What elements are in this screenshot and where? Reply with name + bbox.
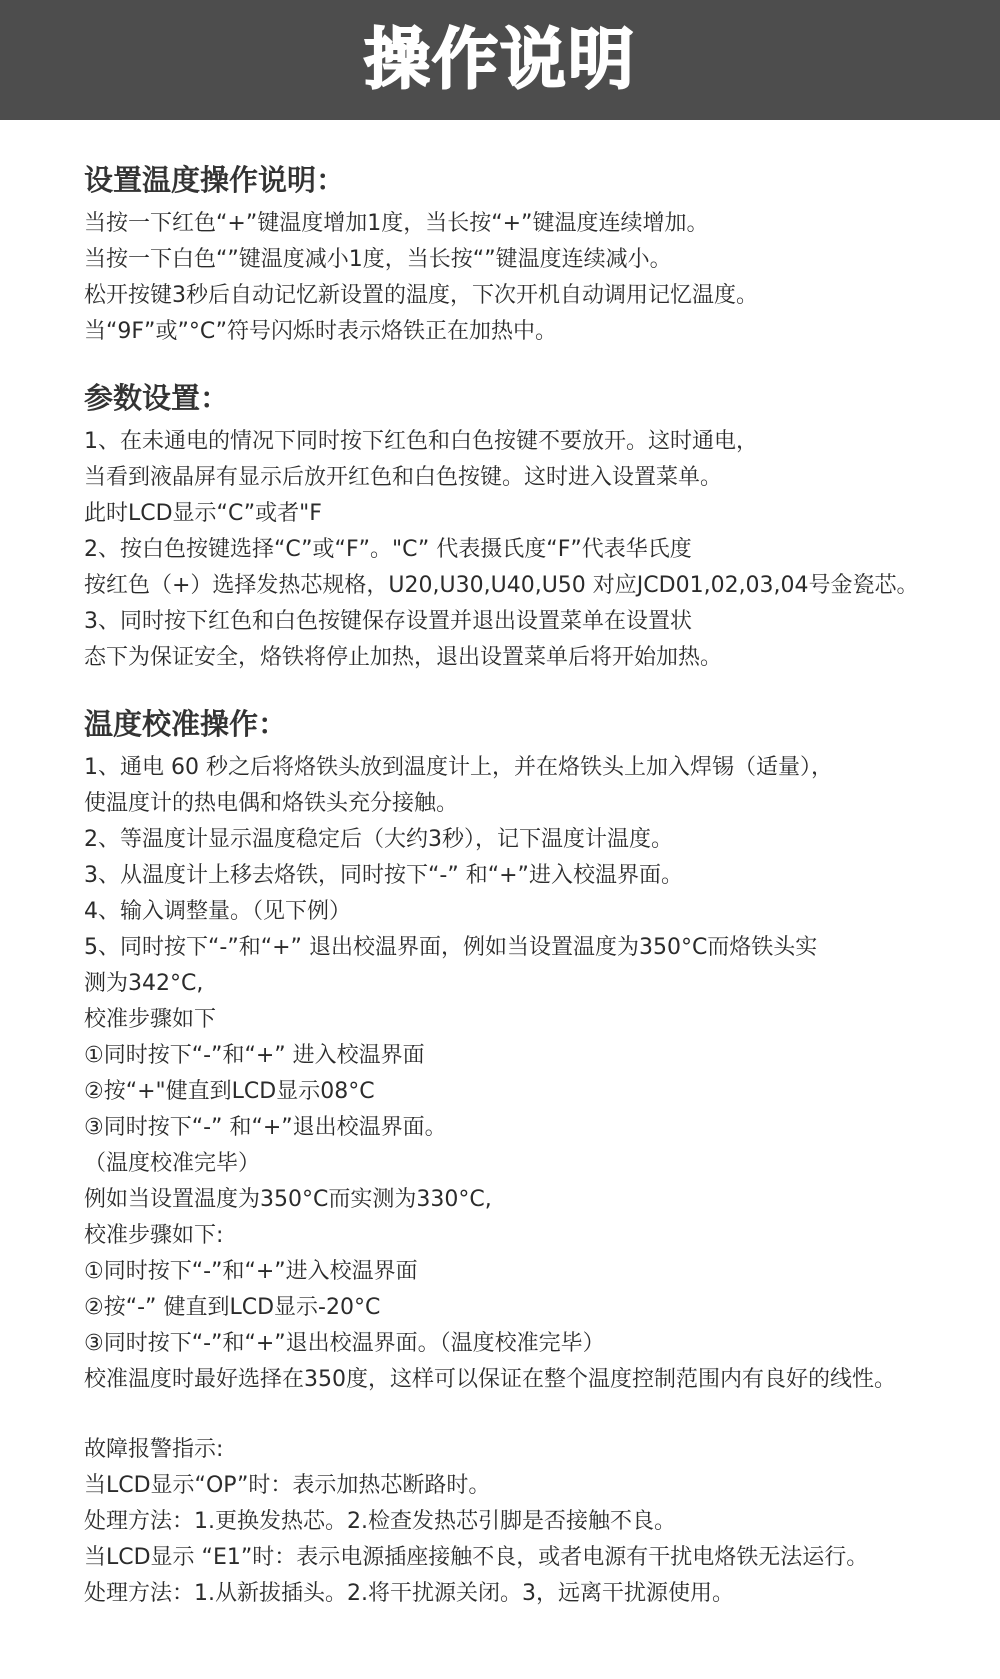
text-line: 校准步骤如下: bbox=[84, 1223, 224, 1248]
text-line: 按红色（+）选择发热芯规格，U20,U30,U40,U50 对应JCD01,02,03,04号金瓷芯。 bbox=[84, 573, 919, 598]
text-line: ②按“-” 健直到LCD显示-20°C bbox=[84, 1295, 381, 1320]
text-line: 当LCD显示 “E1”时：表示电源插座接触不良，或者电源有干扰电烙铁无法运行。 bbox=[84, 1545, 869, 1570]
section-fault-alarm bbox=[84, 1432, 984, 1612]
text-line: 使温度计的热电偶和烙铁头充分接触。 bbox=[84, 791, 459, 816]
text-line: 校准温度时最好选择在350度，这样可以保证在整个温度控制范围内有良好的线性。 bbox=[84, 1367, 896, 1392]
text-line: ③同时按下“-”和“+”退出校温界面。（温度校准完毕） bbox=[84, 1331, 605, 1356]
text-line: 3、从温度计上移去烙铁，同时按下“-” 和“+”进入校温界面。 bbox=[84, 863, 683, 888]
text-line: 1、在未通电的情况下同时按下红色和白色按键不要放开。这时通电， bbox=[84, 429, 758, 454]
text-line: 此时LCD显示“C”或者"F bbox=[84, 501, 322, 526]
text-line: 当看到液晶屏有显示后放开红色和白色按键。这时进入设置菜单。 bbox=[84, 465, 723, 490]
text-line: 当按一下白色“”键温度减小1度，当长按“”键温度连续减小。 bbox=[84, 247, 672, 272]
text-line: 1、通电 60 秒之后将烙铁头放到温度计上，并在烙铁头上加入焊锡（适量）， bbox=[84, 755, 833, 780]
text-line: 处理方法：1.更换发热芯。2.检查发热芯引脚是否接触不良。 bbox=[84, 1509, 676, 1534]
text-line: ②按“+"健直到LCD显示08°C bbox=[84, 1079, 375, 1104]
section-temperature-setting bbox=[84, 160, 984, 350]
text-line: 处理方法：1.从新拔插头。2.将干扰源关闭。3，远离干扰源使用。 bbox=[84, 1581, 734, 1606]
section-temperature-calibration bbox=[84, 704, 984, 1398]
text-line: 当“9F”或”°C”符号闪烁时表示烙铁正在加热中。 bbox=[84, 319, 558, 344]
text-line: 2、按白色按键选择“C”或“F”。"C” 代表摄氏度“F”代表华氏度 bbox=[84, 537, 692, 562]
page-header bbox=[0, 0, 1000, 120]
text-line: 当LCD显示“OP”时：表示加热芯断路时。 bbox=[84, 1473, 491, 1498]
text-line: 例如当设置温度为350°C而实测为330°C, bbox=[84, 1187, 492, 1212]
text-line: ①同时按下“-”和“+” 进入校温界面 bbox=[84, 1043, 425, 1068]
text-line: ①同时按下“-”和“+”进入校温界面 bbox=[84, 1259, 418, 1284]
text-line: （温度校准完毕） bbox=[84, 1151, 261, 1176]
section-heading: 参数设置： bbox=[84, 381, 230, 415]
text-line: 当按一下红色“+”键温度增加1度，当长按“+”键温度连续增加。 bbox=[84, 211, 709, 236]
text-line: 态下为保证安全，烙铁将停止加热，退出设置菜单后将开始加热。 bbox=[84, 645, 723, 670]
text-line: 测为342°C, bbox=[84, 971, 204, 996]
text-line: 4、输入调整量。（见下例） bbox=[84, 899, 351, 924]
text-line: 校准步骤如下 bbox=[84, 1007, 217, 1032]
section-heading: 温度校准操作： bbox=[84, 707, 288, 741]
text-line: 5、同时按下“-”和“+” 退出校温界面，例如当设置温度为350°C而烙铁头实 bbox=[84, 935, 818, 960]
section-parameter-setting bbox=[84, 378, 984, 676]
text-line: 松开按键3秒后自动记忆新设置的温度，下次开机自动调用记忆温度。 bbox=[84, 283, 758, 308]
text-line: 2、等温度计显示温度稳定后（大约3秒），记下温度计温度。 bbox=[84, 827, 673, 852]
text-line: 故障报警指示: bbox=[84, 1437, 224, 1462]
section-heading: 设置温度操作说明： bbox=[84, 163, 346, 197]
instructions-content bbox=[0, 120, 984, 1612]
page-title: 操作说明 bbox=[364, 21, 636, 98]
text-line: ③同时按下“-” 和“+”退出校温界面。 bbox=[84, 1115, 447, 1140]
text-line: 3、同时按下红色和白色按键保存设置并退出设置菜单在设置状 bbox=[84, 609, 692, 634]
